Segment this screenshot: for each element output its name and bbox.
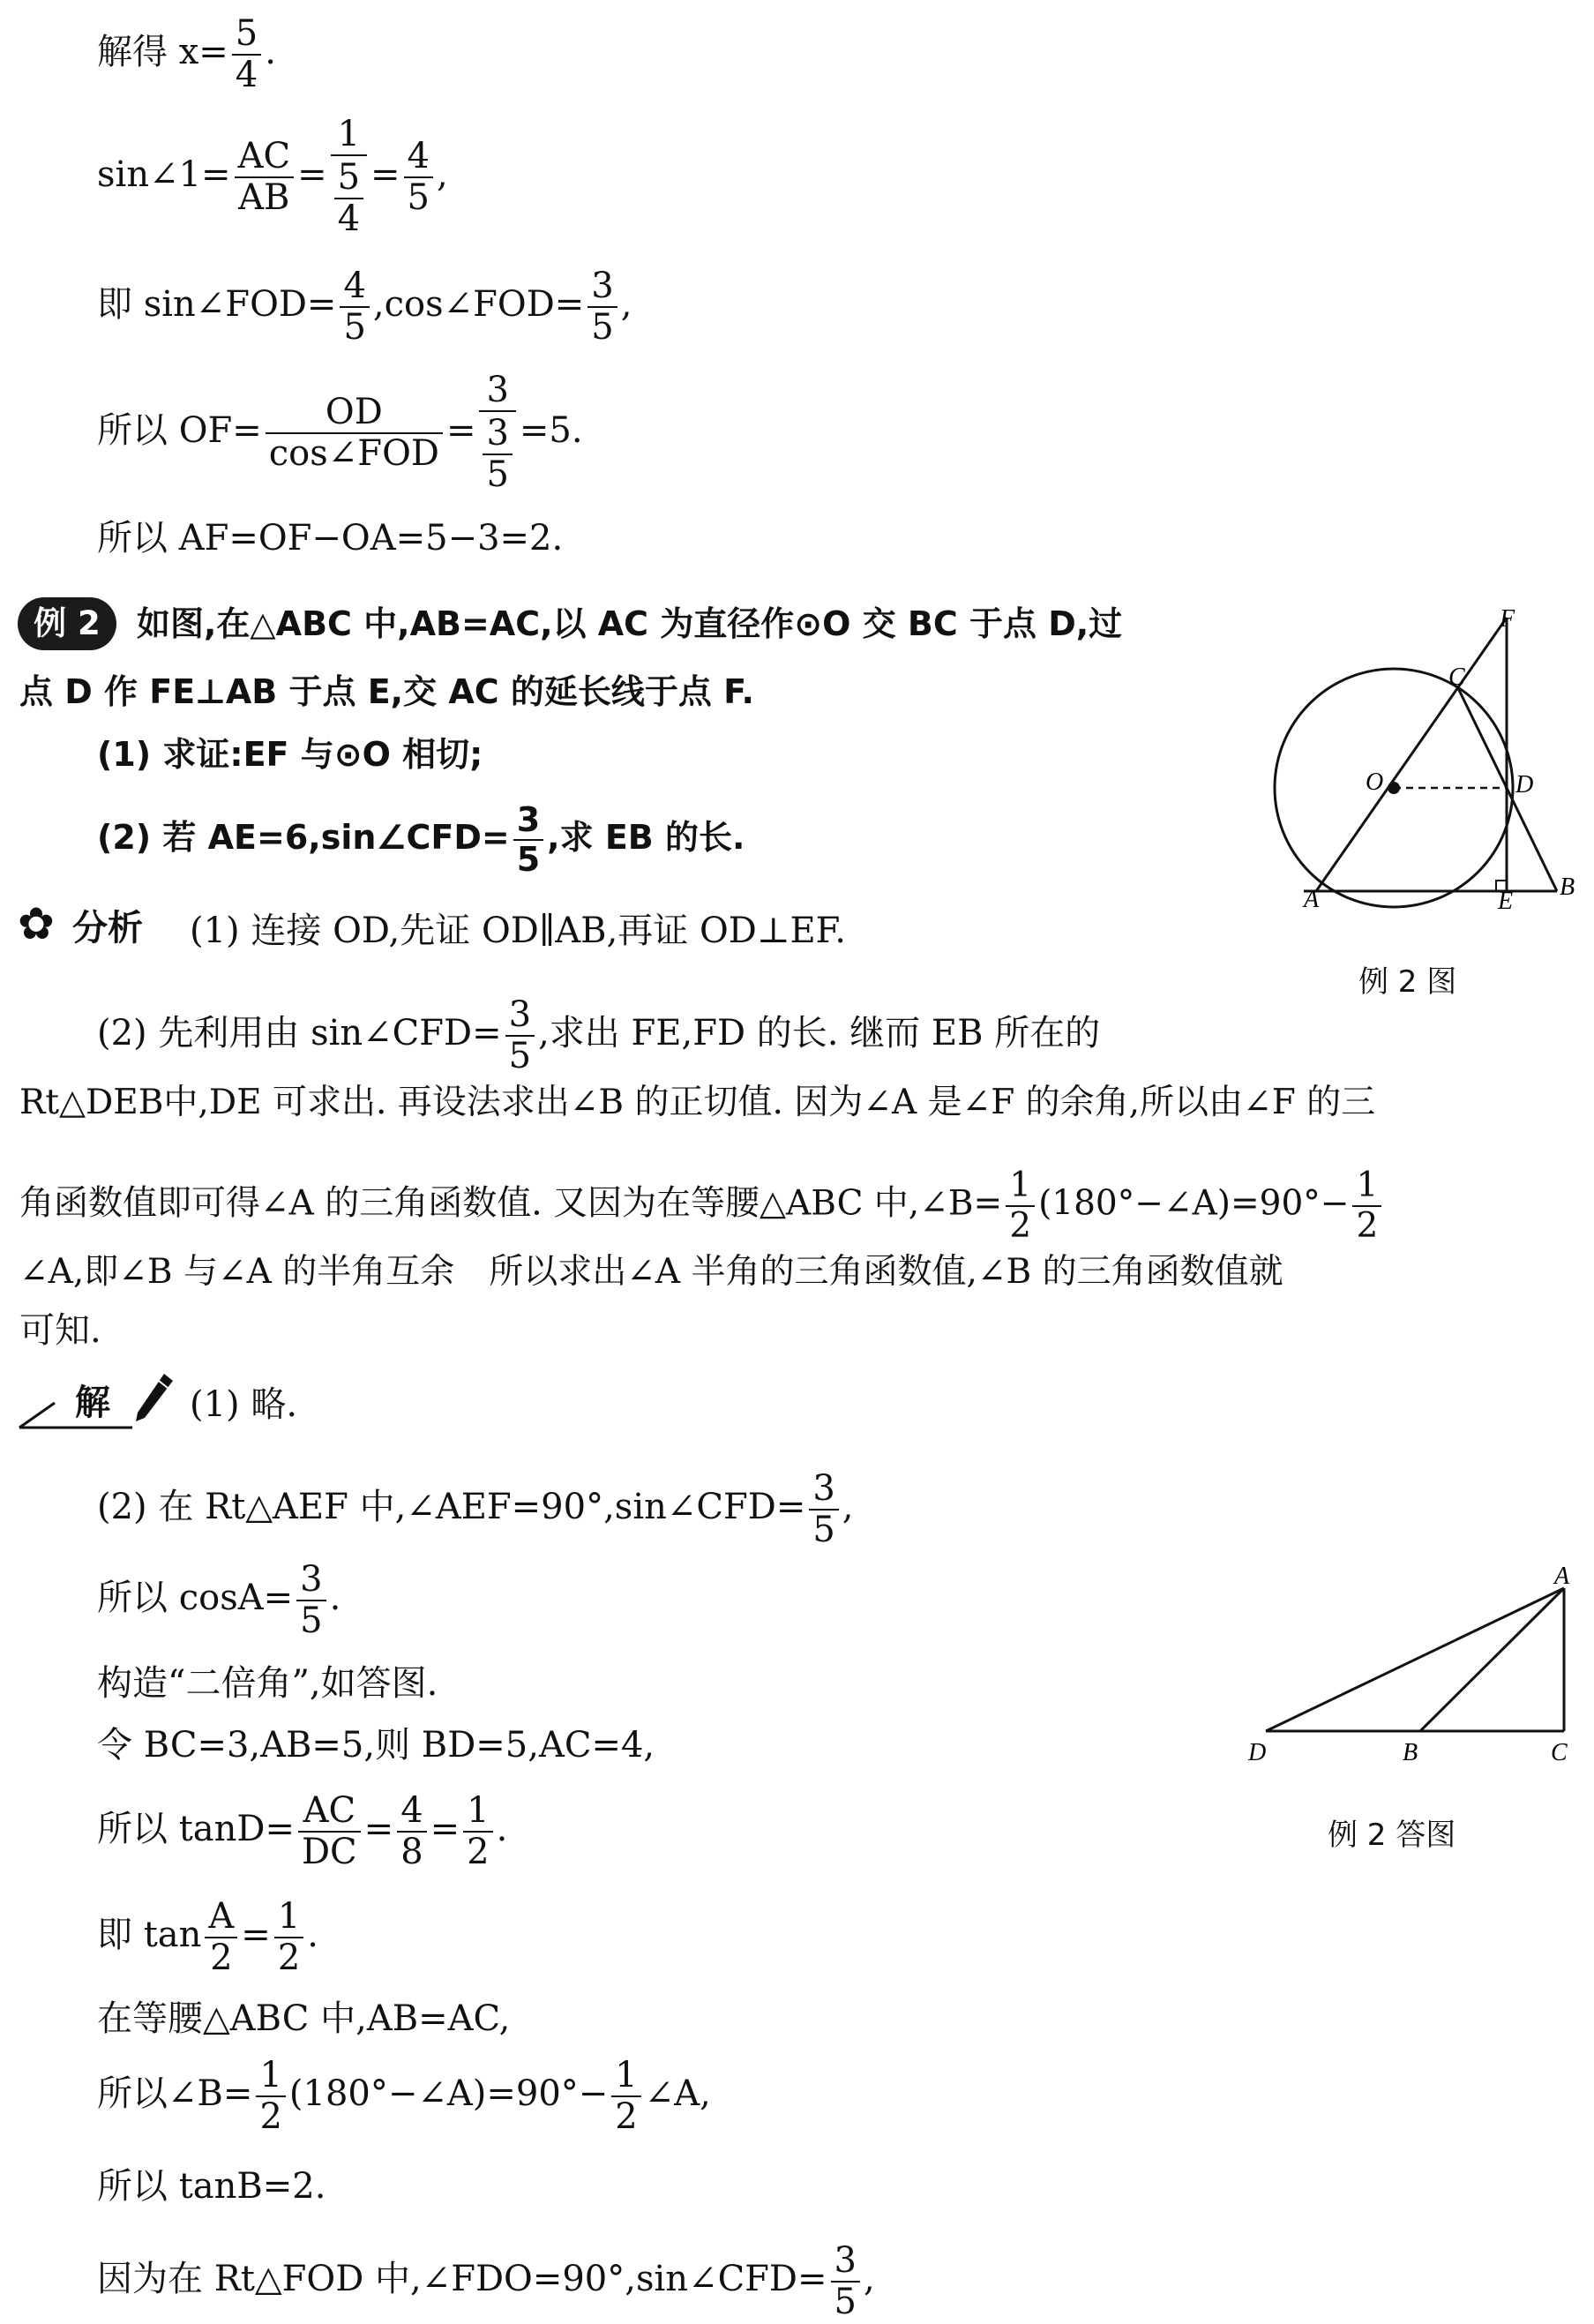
analysis-line-4: 角函数值即可得∠A 的三角函数值. 又因为在等腰△ABC 中,∠B= $\frac{1}{2}$ (180°−∠A)=90°− $\frac{1}{2}$ — [19, 1166, 1385, 1245]
solution-line-3: 所以 cosA= $\frac{3}{5}$ . — [97, 1559, 341, 1641]
derivation-line-3: 即 sin∠FOD= $\frac{4}{5}$ ,cos∠FOD= $\frac{3}{5}$ , — [97, 266, 632, 348]
fraction: $\frac{3}{5}$ — [587, 266, 617, 348]
fraction: $\frac{4}{5}$ — [340, 266, 369, 348]
solution-line-8: 在等腰△ABC 中,AB=AC, — [97, 1998, 511, 2039]
fraction: $\frac{AC}{AB}$ — [235, 137, 295, 218]
solution-line-10: 所以 tanB=2. — [97, 2166, 326, 2207]
fraction: $\frac{4}{5}$ — [404, 137, 433, 218]
derivation-line-1: 解得 x= $\frac{5}{4}$ . — [97, 13, 276, 95]
analysis-line-5: ∠A,即∠B 与∠A 的半角互余 所以求出∠A 半角的三角函数值,∠B 的三角函数值就 — [19, 1252, 1283, 1292]
fraction: $\frac{3}{5}$ — [809, 1469, 838, 1550]
figure-2-caption: 例 2 答图 — [1328, 1818, 1456, 1853]
label-b: B — [1403, 1739, 1418, 1766]
solution-line-11: 因为在 Rt△FOD 中,∠FDO=90°,sin∠CFD= $\frac{3}{5}$ , — [97, 2240, 875, 2322]
label-d: D — [1248, 1739, 1267, 1766]
fraction: $\frac{1}{2}$ — [274, 1897, 303, 1978]
center-point — [1388, 782, 1400, 794]
label-o: O — [1366, 768, 1384, 796]
solution-line-5: 令 BC=3,AB=5,则 BD=5,AC=4, — [97, 1725, 655, 1765]
fraction: $\frac{3}{5}$ — [505, 995, 535, 1076]
solution-line-9: 所以∠B= $\frac{1}{2}$ (180°−∠A)=90°− $\frac{1}{2}$ ∠A, — [97, 2055, 711, 2137]
figure-1-caption: 例 2 图 — [1358, 964, 1457, 1000]
label-a: A — [1304, 886, 1320, 913]
fraction: $\frac{5}{4}$ — [334, 158, 363, 239]
analysis-line-2: (2) 先利用由 sin∠CFD= $\frac{3}{5}$ ,求出 FE,FD 的长. 继而 EB 所在的 — [97, 994, 1101, 1076]
solution-line-4: 构造“二倍角”,如答图. — [97, 1663, 438, 1704]
fraction: $\frac{1}{2}$ — [256, 2056, 285, 2137]
derivation-line-2: sin∠1= $\frac{AC}{AB}$ = $\frac{1}{\frac{5}{4}}$ = $\frac{4}{5}$ , — [97, 114, 448, 239]
fraction: $\frac{3}{5}$ — [831, 2241, 860, 2322]
analysis-line-3: Rt△DEB中,DE 可求出. 再设法求出∠B 的正切值. 因为∠A 是∠F 的余角,所以由∠F 的三 — [19, 1083, 1376, 1122]
fraction: $\frac{1}{\frac{5}{4}}$ — [331, 115, 367, 240]
gear-icon: ✿ — [18, 898, 55, 949]
label-f: F — [1500, 605, 1515, 633]
fraction: $\frac{1}{2}$ — [611, 2056, 640, 2137]
fraction: $\frac{AC}{DC}$ — [298, 1791, 361, 1872]
fraction: $\frac{1}{2}$ — [1006, 1166, 1035, 1245]
analysis-line-6: 可知. — [19, 1310, 101, 1351]
segment-da — [1266, 1588, 1564, 1731]
fraction: $\frac{4}{8}$ — [397, 1791, 426, 1872]
example-text-line-2: 点 D 作 FE⊥AB 于点 E,交 AC 的延长线于点 F. — [19, 672, 754, 711]
fraction: $\frac{5}{4}$ — [232, 14, 261, 95]
solution-line-1: (1) 略. — [190, 1384, 298, 1425]
example-badge: 例 2 — [18, 597, 116, 650]
fraction: $\frac{1}{2}$ — [463, 1791, 492, 1872]
fraction: $\frac{A}{2}$ — [205, 1897, 237, 1978]
label-b: B — [1560, 873, 1575, 901]
segment-af — [1316, 618, 1507, 891]
label-c: C — [1448, 663, 1465, 691]
solution-title: 解 — [75, 1383, 110, 1423]
label-c: C — [1551, 1739, 1568, 1766]
question-1: (1) 求证:EF 与⊙O 相切; — [97, 735, 483, 774]
fraction: $\frac{3}{5}$ — [296, 1560, 326, 1641]
example-2-figure — [1261, 600, 1588, 926]
fraction: $\frac{1}{2}$ — [1352, 1166, 1381, 1245]
analysis-title: 分析 — [72, 908, 143, 948]
fraction: $\frac{3}{\frac{3}{5}}$ — [479, 371, 515, 496]
solution-line-6: 所以 tanD= $\frac{AC}{DC}$ = $\frac{4}{8}$ = $\frac{1}{2}$ . — [97, 1790, 508, 1872]
label-e: E — [1498, 888, 1514, 915]
derivation-line-5: 所以 AF=OF−OA=5−3=2. — [97, 518, 564, 559]
label-d: D — [1515, 771, 1534, 798]
example-2-answer-figure — [1235, 1553, 1588, 1773]
fraction: $\frac{3}{5}$ — [513, 801, 543, 878]
solution-line-7: 即 tan $\frac{A}{2}$ = $\frac{1}{2}$ . — [97, 1896, 318, 1978]
solution-line-2: (2) 在 Rt△AEF 中,∠AEF=90°,sin∠CFD= $\frac{3}{5}$ , — [97, 1468, 854, 1550]
fraction: $\frac{3}{5}$ — [483, 414, 512, 495]
question-2: (2) 若 AE=6,sin∠CFD= $\frac{3}{5}$ ,求 EB 的长. — [97, 800, 745, 879]
example-text-line-1: 如图,在△ABC 中,AB=AC,以 AC 为直径作⊙O 交 BC 于点 D,过 — [137, 604, 1123, 643]
pencil-icon — [132, 1372, 176, 1425]
derivation-line-4: 所以 OF= $\frac{OD}{\text{cos∠FOD}}$ = $\frac{3}{\frac{3}{5}}$ =5. — [97, 370, 583, 495]
analysis-line-1: (1) 连接 OD,先证 OD∥AB,再证 OD⊥EF. — [190, 911, 846, 951]
segment-ba — [1420, 1588, 1564, 1731]
fraction: $\frac{OD}{\text{cos∠FOD}}$ — [266, 393, 443, 474]
label-a: A — [1554, 1563, 1570, 1590]
